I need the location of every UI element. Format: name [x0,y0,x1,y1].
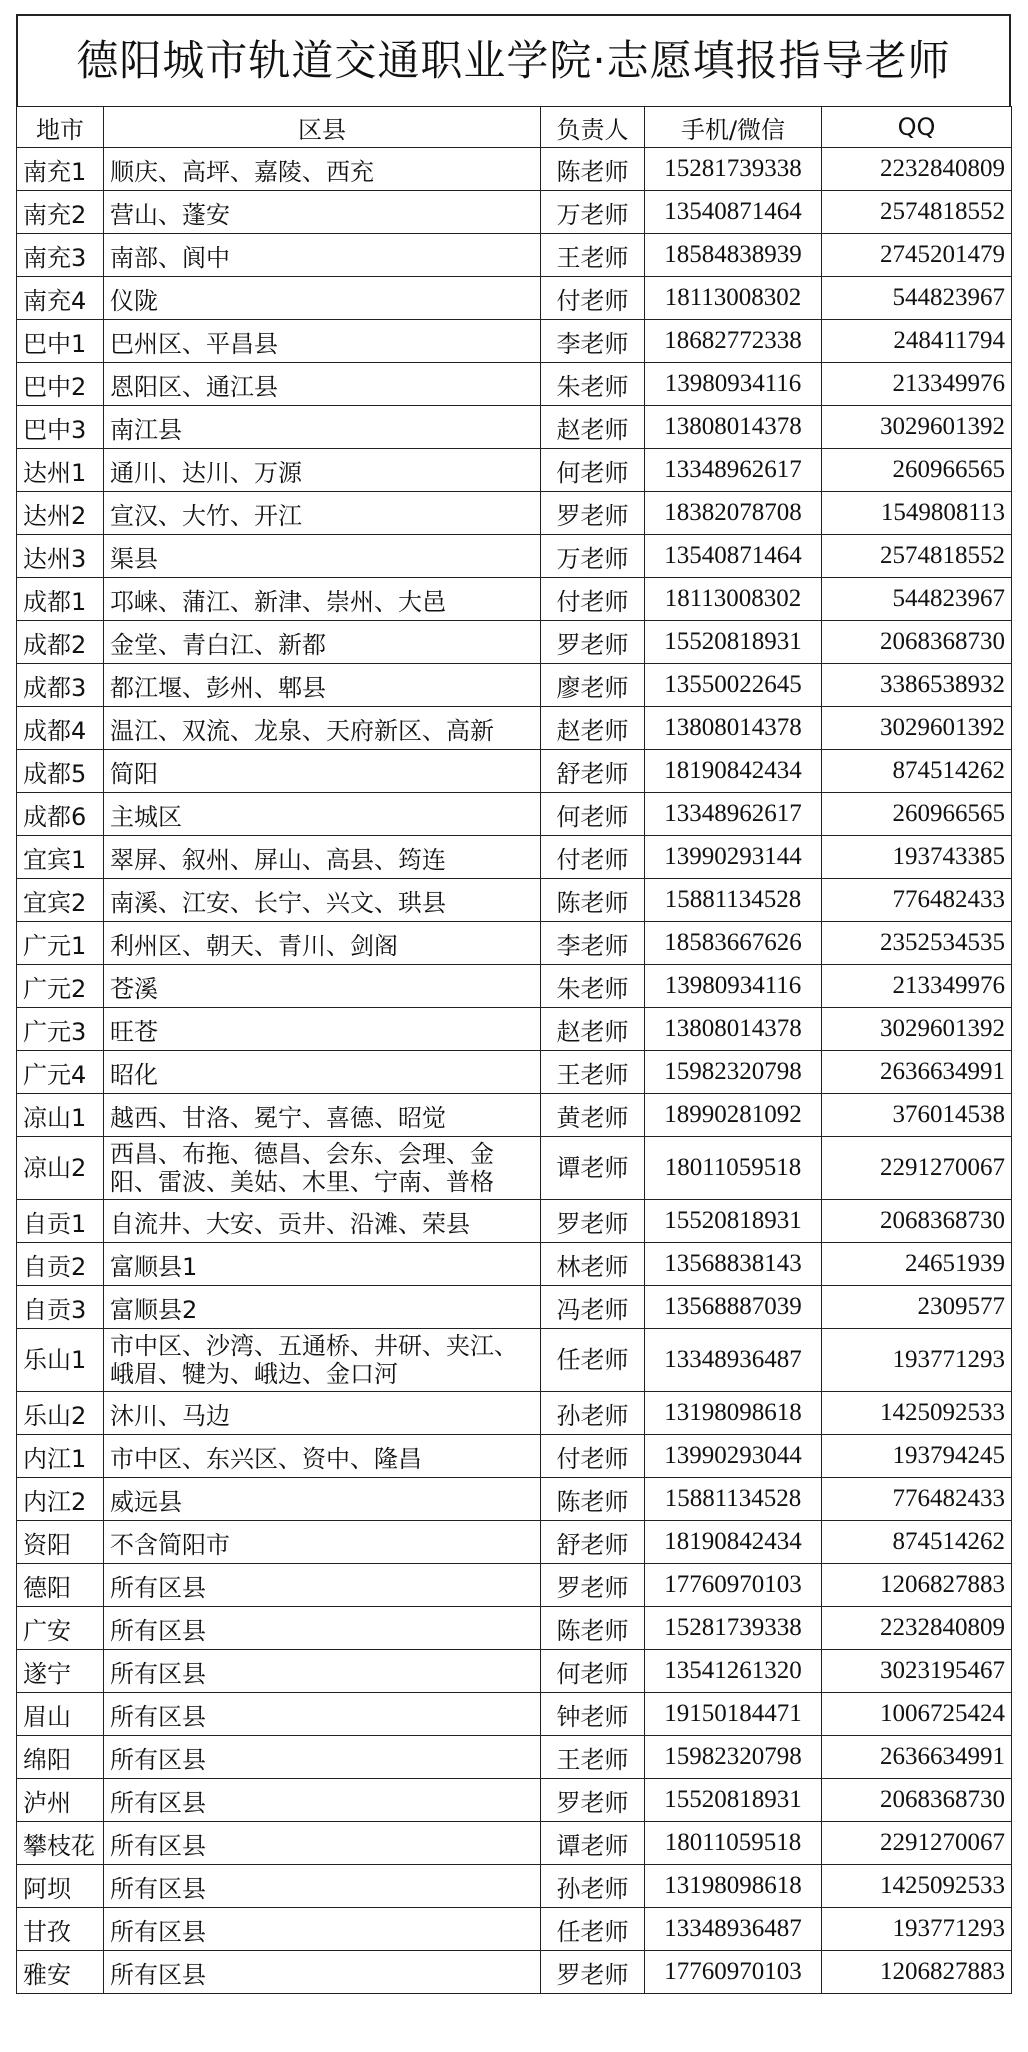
cell-district: 西昌、布拖、德昌、会东、会理、金阳、雷波、美姑、木里、宁南、普格 [104,1137,541,1200]
cell-phone: 18113008302 [645,578,822,621]
cell-city: 达州1 [17,449,104,492]
cell-city: 内江1 [17,1435,104,1478]
table-row [17,1908,1012,1951]
cell-city: 南充2 [17,191,104,234]
cell-city: 甘孜 [17,1908,104,1951]
cell-city: 资阳 [17,1521,104,1564]
table-row [17,1286,1012,1329]
contact-sheet [16,14,1011,1994]
cell-phone: 15881134528 [645,879,822,922]
cell-qq: 1425092533 [822,1392,1012,1435]
table-row [17,1865,1012,1908]
cell-qq: 193743385 [822,836,1012,879]
cell-person: 王老师 [541,234,645,277]
cell-qq: 874514262 [822,1521,1012,1564]
cell-person: 李老师 [541,922,645,965]
cell-qq: 1206827883 [822,1951,1012,1994]
cell-district: 所有区县 [104,1607,541,1650]
cell-district: 南溪、江安、长宁、兴文、珙县 [104,879,541,922]
cell-person: 任老师 [541,1329,645,1392]
header-city: 地市 [17,107,104,148]
cell-district: 富顺县1 [104,1243,541,1286]
cell-person: 舒老师 [541,1521,645,1564]
cell-qq: 874514262 [822,750,1012,793]
cell-city: 南充4 [17,277,104,320]
cell-district: 自流井、大安、贡井、沿滩、荣县 [104,1200,541,1243]
table-row [17,1650,1012,1693]
cell-district: 通川、达川、万源 [104,449,541,492]
table-row [17,1200,1012,1243]
cell-phone: 13348962617 [645,793,822,836]
cell-qq: 213349976 [822,363,1012,406]
cell-district: 恩阳区、通江县 [104,363,541,406]
cell-city: 广安 [17,1607,104,1650]
cell-phone: 15520818931 [645,1779,822,1822]
sheet-title: 德阳城市轨道交通职业学院·志愿填报指导老师 [16,14,1011,106]
cell-qq: 2309577 [822,1286,1012,1329]
cell-city: 绵阳 [17,1736,104,1779]
cell-person: 付老师 [541,836,645,879]
header-qq: QQ [822,107,1012,148]
cell-qq: 2291270067 [822,1137,1012,1200]
cell-qq: 1549808113 [822,492,1012,535]
cell-qq: 3023195467 [822,1650,1012,1693]
cell-city: 巴中1 [17,320,104,363]
cell-phone: 13568838143 [645,1243,822,1286]
cell-qq: 2745201479 [822,234,1012,277]
table-row [17,1564,1012,1607]
cell-person: 孙老师 [541,1865,645,1908]
cell-city: 眉山 [17,1693,104,1736]
cell-district: 金堂、青白江、新都 [104,621,541,664]
cell-district: 所有区县 [104,1779,541,1822]
table-row [17,1607,1012,1650]
cell-phone: 13980934116 [645,965,822,1008]
cell-district: 顺庆、高坪、嘉陵、西充 [104,148,541,191]
table-row [17,1478,1012,1521]
cell-person: 舒老师 [541,750,645,793]
table-row [17,1008,1012,1051]
cell-city: 成都2 [17,621,104,664]
table-row [17,578,1012,621]
cell-phone: 15281739338 [645,148,822,191]
cell-district: 旺苍 [104,1008,541,1051]
cell-person: 付老师 [541,578,645,621]
cell-person: 万老师 [541,535,645,578]
cell-person: 谭老师 [541,1822,645,1865]
cell-city: 宜宾1 [17,836,104,879]
cell-person: 朱老师 [541,965,645,1008]
table-row [17,664,1012,707]
cell-district: 不含简阳市 [104,1521,541,1564]
cell-city: 成都1 [17,578,104,621]
cell-qq: 2636634991 [822,1736,1012,1779]
cell-phone: 13540871464 [645,191,822,234]
cell-person: 任老师 [541,1908,645,1951]
cell-city: 乐山2 [17,1392,104,1435]
cell-district: 利州区、朝天、青川、剑阁 [104,922,541,965]
cell-phone: 18583667626 [645,922,822,965]
cell-person: 陈老师 [541,1607,645,1650]
cell-qq: 3386538932 [822,664,1012,707]
cell-city: 凉山1 [17,1094,104,1137]
cell-qq: 3029601392 [822,1008,1012,1051]
cell-city: 广元3 [17,1008,104,1051]
cell-person: 王老师 [541,1736,645,1779]
cell-city: 雅安 [17,1951,104,1994]
cell-city: 自贡2 [17,1243,104,1286]
cell-district: 所有区县 [104,1564,541,1607]
table-row [17,1435,1012,1478]
header-row [17,107,1012,148]
cell-city: 成都5 [17,750,104,793]
cell-city: 自贡1 [17,1200,104,1243]
cell-person: 罗老师 [541,1951,645,1994]
cell-district: 市中区、沙湾、五通桥、井研、夹江、峨眉、犍为、峨边、金口河 [104,1329,541,1392]
cell-city: 达州3 [17,535,104,578]
header-phone: 手机/微信 [645,107,822,148]
cell-district: 宣汉、大竹、开江 [104,492,541,535]
cell-person: 罗老师 [541,1564,645,1607]
cell-city: 德阳 [17,1564,104,1607]
cell-person: 李老师 [541,320,645,363]
cell-qq: 3029601392 [822,406,1012,449]
cell-person: 罗老师 [541,492,645,535]
cell-phone: 13568887039 [645,1286,822,1329]
cell-qq: 193771293 [822,1329,1012,1392]
cell-qq: 193794245 [822,1435,1012,1478]
cell-person: 朱老师 [541,363,645,406]
table-row [17,965,1012,1008]
cell-qq: 376014538 [822,1094,1012,1137]
table-row [17,449,1012,492]
cell-phone: 18190842434 [645,750,822,793]
table-row [17,1779,1012,1822]
cell-person: 林老师 [541,1243,645,1286]
cell-phone: 18584838939 [645,234,822,277]
cell-person: 赵老师 [541,1008,645,1051]
cell-phone: 15281739338 [645,1607,822,1650]
cell-phone: 17760970103 [645,1951,822,1994]
cell-city: 巴中2 [17,363,104,406]
cell-city: 成都3 [17,664,104,707]
table-row [17,1243,1012,1286]
cell-person: 罗老师 [541,1779,645,1822]
cell-person: 罗老师 [541,1200,645,1243]
cell-district: 主城区 [104,793,541,836]
cell-district: 渠县 [104,535,541,578]
cell-person: 廖老师 [541,664,645,707]
cell-qq: 2352534535 [822,922,1012,965]
cell-qq: 1206827883 [822,1564,1012,1607]
cell-district: 所有区县 [104,1951,541,1994]
cell-district: 所有区县 [104,1908,541,1951]
cell-city: 阿坝 [17,1865,104,1908]
cell-district: 都江堰、彭州、郫县 [104,664,541,707]
cell-qq: 1006725424 [822,1693,1012,1736]
cell-district: 所有区县 [104,1693,541,1736]
cell-phone: 13808014378 [645,707,822,750]
table-row [17,1137,1012,1200]
cell-phone: 15520818931 [645,621,822,664]
cell-qq: 776482433 [822,879,1012,922]
cell-qq: 2636634991 [822,1051,1012,1094]
cell-person: 万老师 [541,191,645,234]
table-row [17,1822,1012,1865]
table-row [17,1693,1012,1736]
cell-phone: 17760970103 [645,1564,822,1607]
cell-phone: 13990293044 [645,1435,822,1478]
cell-city: 自贡3 [17,1286,104,1329]
cell-phone: 18682772338 [645,320,822,363]
cell-phone: 13198098618 [645,1392,822,1435]
cell-phone: 13348936487 [645,1329,822,1392]
cell-district: 温江、双流、龙泉、天府新区、高新 [104,707,541,750]
cell-phone: 15982320798 [645,1736,822,1779]
cell-qq: 2291270067 [822,1822,1012,1865]
cell-district: 所有区县 [104,1650,541,1693]
cell-qq: 248411794 [822,320,1012,363]
cell-phone: 18011059518 [645,1137,822,1200]
cell-district: 越西、甘洛、冕宁、喜德、昭觉 [104,1094,541,1137]
table-row [17,1736,1012,1779]
cell-person: 冯老师 [541,1286,645,1329]
table-row [17,535,1012,578]
cell-phone: 15881134528 [645,1478,822,1521]
cell-phone: 13980934116 [645,363,822,406]
cell-district: 所有区县 [104,1736,541,1779]
cell-qq: 213349976 [822,965,1012,1008]
table-row [17,922,1012,965]
table-row [17,148,1012,191]
table-row [17,363,1012,406]
cell-person: 陈老师 [541,1478,645,1521]
cell-qq: 2068368730 [822,621,1012,664]
table-row [17,1521,1012,1564]
cell-phone: 18990281092 [645,1094,822,1137]
cell-city: 广元4 [17,1051,104,1094]
cell-district: 营山、蓬安 [104,191,541,234]
cell-city: 广元1 [17,922,104,965]
cell-district: 翠屏、叙州、屏山、高县、筠连 [104,836,541,879]
cell-person: 孙老师 [541,1392,645,1435]
cell-phone: 15982320798 [645,1051,822,1094]
table-row [17,750,1012,793]
cell-qq: 2232840809 [822,1607,1012,1650]
table-row [17,1051,1012,1094]
cell-person: 罗老师 [541,621,645,664]
cell-district: 所有区县 [104,1865,541,1908]
cell-person: 王老师 [541,1051,645,1094]
cell-city: 巴中3 [17,406,104,449]
cell-qq: 260966565 [822,793,1012,836]
cell-phone: 13348936487 [645,1908,822,1951]
cell-person: 赵老师 [541,406,645,449]
cell-person: 陈老师 [541,879,645,922]
contact-table [16,106,1012,1994]
cell-phone: 18382078708 [645,492,822,535]
cell-phone: 13990293144 [645,836,822,879]
table-row [17,277,1012,320]
cell-person: 何老师 [541,1650,645,1693]
cell-qq: 544823967 [822,578,1012,621]
cell-district: 南江县 [104,406,541,449]
cell-person: 何老师 [541,793,645,836]
header-person: 负责人 [541,107,645,148]
cell-phone: 13808014378 [645,1008,822,1051]
cell-qq: 2232840809 [822,148,1012,191]
table-row [17,836,1012,879]
cell-qq: 1425092533 [822,1865,1012,1908]
cell-person: 钟老师 [541,1693,645,1736]
cell-district: 市中区、东兴区、资中、隆昌 [104,1435,541,1478]
table-row [17,793,1012,836]
table-row [17,492,1012,535]
cell-qq: 3029601392 [822,707,1012,750]
cell-city: 攀枝花 [17,1822,104,1865]
cell-qq: 776482433 [822,1478,1012,1521]
cell-phone: 18011059518 [645,1822,822,1865]
table-row [17,191,1012,234]
cell-person: 付老师 [541,277,645,320]
cell-person: 陈老师 [541,148,645,191]
cell-phone: 13198098618 [645,1865,822,1908]
table-row [17,1951,1012,1994]
cell-city: 凉山2 [17,1137,104,1200]
cell-district: 简阳 [104,750,541,793]
table-row [17,707,1012,750]
cell-district: 沐川、马边 [104,1392,541,1435]
cell-person: 付老师 [541,1435,645,1478]
cell-phone: 13348962617 [645,449,822,492]
cell-person: 谭老师 [541,1137,645,1200]
cell-city: 南充1 [17,148,104,191]
table-row [17,1392,1012,1435]
cell-city: 成都4 [17,707,104,750]
cell-phone: 13540871464 [645,535,822,578]
cell-qq: 544823967 [822,277,1012,320]
cell-qq: 2574818552 [822,535,1012,578]
cell-person: 黄老师 [541,1094,645,1137]
cell-district: 南部、阆中 [104,234,541,277]
table-row [17,1329,1012,1392]
cell-district: 邛崃、蒲江、新津、崇州、大邑 [104,578,541,621]
table-row [17,1094,1012,1137]
table-row [17,879,1012,922]
cell-city: 乐山1 [17,1329,104,1392]
cell-qq: 2068368730 [822,1200,1012,1243]
table-row [17,234,1012,277]
cell-city: 宜宾2 [17,879,104,922]
cell-city: 内江2 [17,1478,104,1521]
table-row [17,406,1012,449]
cell-phone: 18113008302 [645,277,822,320]
cell-district: 苍溪 [104,965,541,1008]
cell-district: 昭化 [104,1051,541,1094]
cell-person: 赵老师 [541,707,645,750]
cell-district: 威远县 [104,1478,541,1521]
cell-qq: 260966565 [822,449,1012,492]
cell-phone: 19150184471 [645,1693,822,1736]
cell-qq: 24651939 [822,1243,1012,1286]
cell-city: 遂宁 [17,1650,104,1693]
table-row [17,320,1012,363]
cell-phone: 15520818931 [645,1200,822,1243]
cell-city: 泸州 [17,1779,104,1822]
cell-qq: 2574818552 [822,191,1012,234]
cell-qq: 193771293 [822,1908,1012,1951]
cell-city: 达州2 [17,492,104,535]
cell-phone: 13808014378 [645,406,822,449]
cell-city: 广元2 [17,965,104,1008]
cell-qq: 2068368730 [822,1779,1012,1822]
cell-city: 成都6 [17,793,104,836]
header-district: 区县 [104,107,541,148]
cell-district: 仪陇 [104,277,541,320]
cell-city: 南充3 [17,234,104,277]
cell-person: 何老师 [541,449,645,492]
cell-district: 所有区县 [104,1822,541,1865]
cell-phone: 13550022645 [645,664,822,707]
cell-phone: 13541261320 [645,1650,822,1693]
table-row [17,621,1012,664]
cell-district: 巴州区、平昌县 [104,320,541,363]
cell-district: 富顺县2 [104,1286,541,1329]
table-body [17,148,1012,1994]
cell-phone: 18190842434 [645,1521,822,1564]
